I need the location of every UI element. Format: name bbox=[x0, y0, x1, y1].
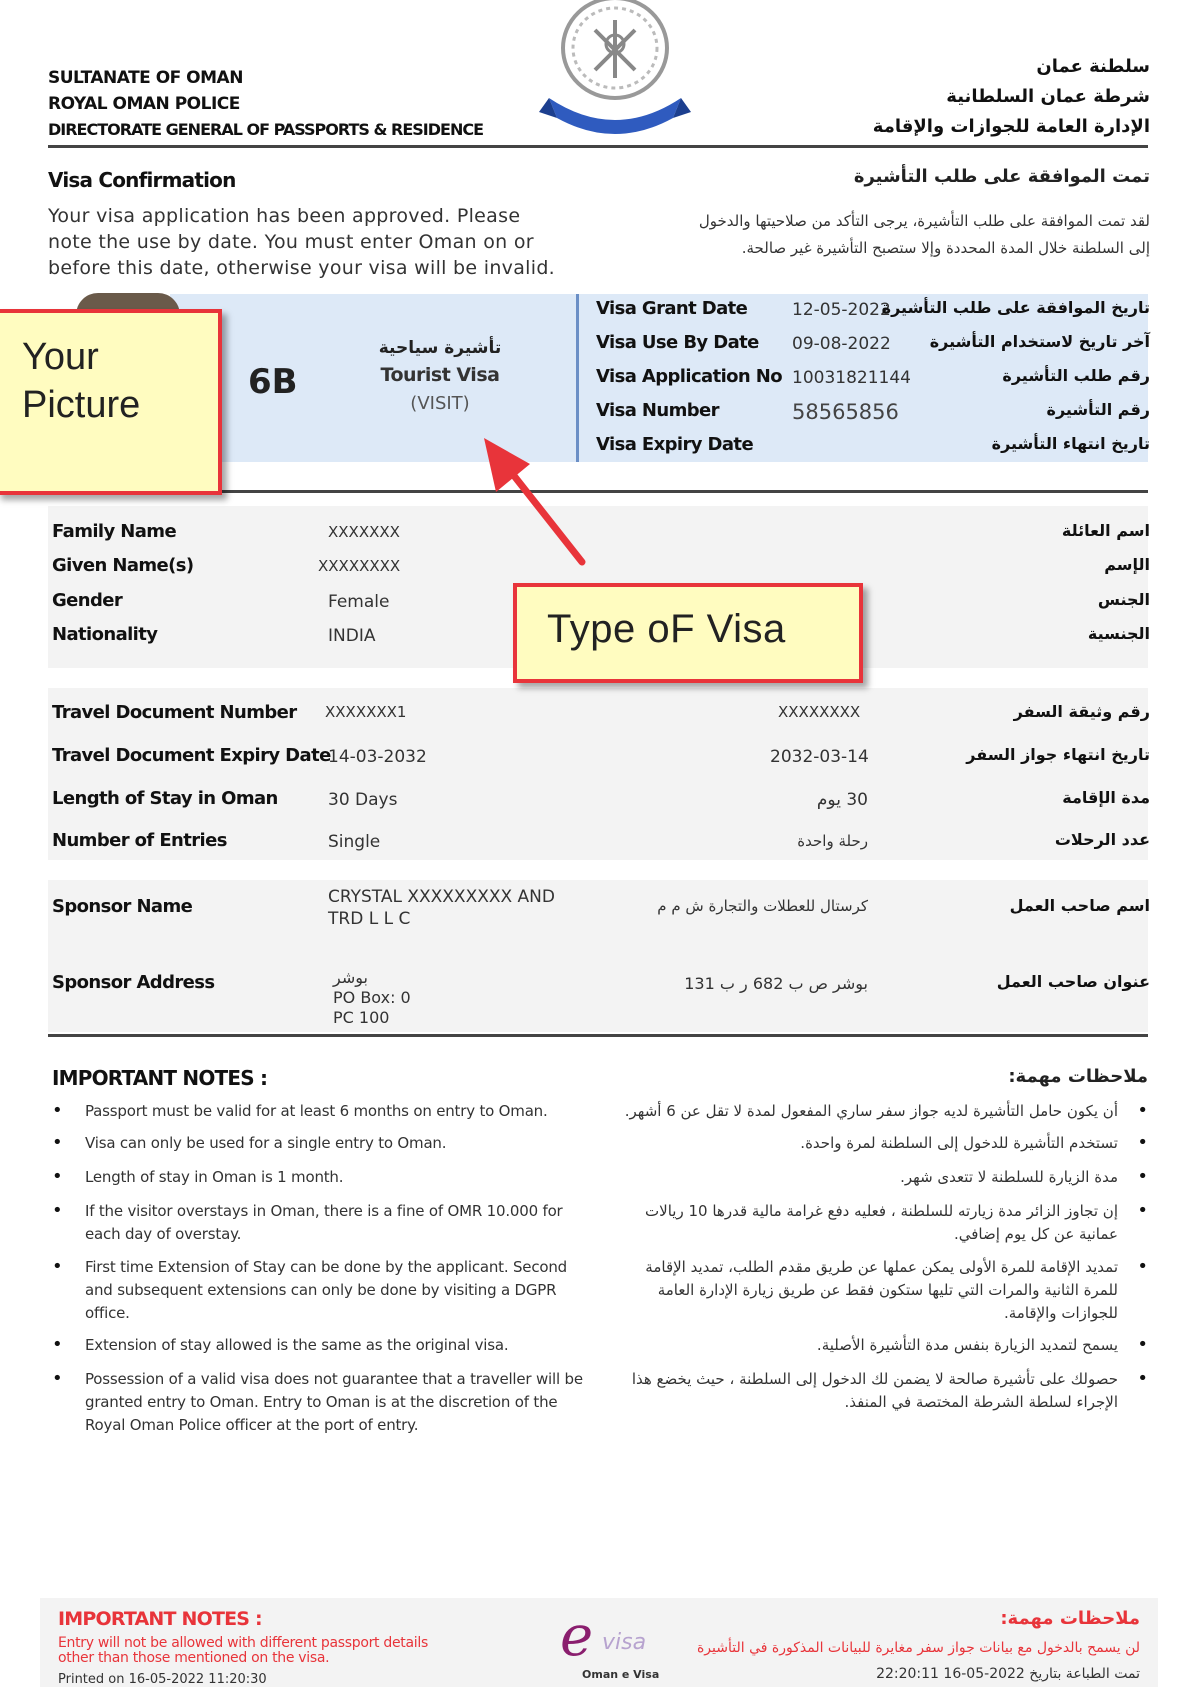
length-of-stay-label: Length of Stay in Oman bbox=[52, 788, 278, 809]
sponsor-name-label-ar: اسم صاحب العمل bbox=[1009, 896, 1150, 915]
sponsor-name-label: Sponsor Name bbox=[52, 896, 193, 917]
note-ar-item: • حصولك على تأشيرة صالحة لا يضمن لك الدخول إلى السلطنة ، حيث يخضع هذا الإجراء لسلطة الشرطة المختصة في المنفذ. bbox=[612, 1368, 1148, 1446]
type-of-visa-label: Type oF Visa bbox=[547, 607, 786, 651]
sponsor-address-value bbox=[333, 968, 411, 1028]
note-ar-text: أن يكون حامل التأشيرة لديه جواز سفر ساري المفعول لمدة لا تقل عن 6 أشهر. bbox=[624, 1102, 1118, 1120]
royal-oman-police-emblem-icon bbox=[535, 0, 695, 140]
family-name-label: Family Name bbox=[52, 521, 177, 542]
nationality-value: INDIA bbox=[328, 626, 376, 646]
type-of-visa-callout bbox=[513, 583, 863, 683]
evisa-logo-letter: e bbox=[560, 1604, 594, 1669]
footer-notes-text bbox=[58, 1636, 428, 1666]
sponsor-name-value bbox=[328, 886, 555, 930]
note-ar-item: • أن يكون حامل التأشيرة لديه جواز سفر ساري المفعول لمدة لا تقل عن 6 أشهر. bbox=[612, 1100, 1148, 1132]
sponsor-name-value-ar: كرستال للعطلات والتجارة ش م م bbox=[657, 897, 868, 915]
note-ar-item: • مدة الزيارة للسلطنة لا تتعدى شهر. bbox=[612, 1166, 1148, 1200]
visa-grant-date-label: Visa Grant Date bbox=[596, 298, 748, 319]
visa-type-name-en: Tourist Visa bbox=[380, 364, 500, 386]
footer-printed-en: Printed on 16-05-2022 11:20:30 bbox=[58, 1672, 267, 1687]
given-names-label-ar: الإسم bbox=[1104, 555, 1150, 574]
footer-notes-text-2: other than those mentioned on the visa. bbox=[58, 1650, 330, 1666]
gender-label: Gender bbox=[52, 590, 123, 611]
sponsor-name-value-1: CRYSTAL XXXXXXXXX AND bbox=[328, 887, 555, 907]
note-ar-text: تستخدم التأشيرة للدخول إلى السلطنة لمرة واحدة. bbox=[800, 1134, 1118, 1152]
note-en-text: Passport must be valid for at least 6 months on entry to Oman. bbox=[85, 1102, 548, 1120]
note-ar-text: حصولك على تأشيرة صالحة لا يضمن لك الدخول إلى السلطنة ، حيث يخضع هذا الإجراء لسلطة الشرطة المختصة في المنفذ. bbox=[631, 1370, 1118, 1411]
important-notes-title-ar: ملاحظات مهمة: bbox=[1008, 1066, 1148, 1087]
visa-type-sub: (VISIT) bbox=[410, 393, 470, 414]
oman-evisa-logo bbox=[558, 1604, 668, 1687]
travel-document-number-value: XXXXXXX1 bbox=[325, 703, 407, 721]
your-picture-callout bbox=[0, 309, 222, 495]
footer-printed-ar: تمت الطباعة بتاريخ 2022-05-16 22:20:11 bbox=[876, 1666, 1140, 1682]
visa-number-value: 58565856 bbox=[792, 400, 899, 424]
number-of-entries-value: Single bbox=[328, 832, 381, 852]
sponsor-address-value-3: PC 100 bbox=[333, 1008, 390, 1027]
number-of-entries-value-ar: رحلة واحدة bbox=[797, 832, 868, 850]
confirmation-text-en bbox=[48, 203, 555, 281]
note-en-text: Length of stay in Oman is 1 month. bbox=[85, 1168, 344, 1186]
travel-document-expiry-label-ar: تاريخ انتهاء جواز السفر bbox=[966, 745, 1150, 764]
note-en-item: • Length of stay in Oman is 1 month. bbox=[52, 1166, 592, 1200]
your-picture-label-2: Picture bbox=[22, 384, 141, 426]
length-of-stay-label-ar: مدة الإقامة bbox=[1062, 788, 1150, 807]
note-en-item: • Passport must be valid for at least 6 months on entry to Oman. bbox=[52, 1100, 592, 1132]
header-ar-line3: الإدارة العامة للجوازات والإقامة bbox=[872, 116, 1150, 137]
note-en-item: • First time Extension of Stay can be done by the applicant. Second and subsequent extensions can only be done by visiting a DGPR office. bbox=[52, 1256, 592, 1334]
note-en-text: Extension of stay allowed is the same as the original visa. bbox=[85, 1336, 509, 1354]
header-divider bbox=[48, 145, 1148, 148]
confirmation-text-en-2: note the use by date. You must enter Oman on or bbox=[48, 231, 534, 253]
family-name-label-ar: اسم العائلة bbox=[1061, 521, 1150, 540]
note-en-text: Possession of a valid visa does not guarantee that a traveller will be granted entry to Oman. Entry to Oman is at the discretion of the Royal Oman Police officer at the port of entry. bbox=[85, 1370, 583, 1434]
visa-use-by-date-value: 09-08-2022 bbox=[792, 334, 891, 354]
note-ar-text: إن تجاوز الزائر مدة زيارته للسلطنة ، فعليه دفع غرامة مالية قدرها 10 ريالات عمانية عن كل يوم إضافي. bbox=[645, 1202, 1118, 1243]
note-en-item: • Possession of a valid visa does not guarantee that a traveller will be granted entry to Oman. Entry to Oman is at the discretion of the Royal Oman Police officer at the port of entry. bbox=[52, 1368, 592, 1446]
visa-type-code: 6B bbox=[248, 362, 298, 402]
visa-grant-date-label-ar: تاريخ الموافقة على طلب التأشيرة bbox=[881, 298, 1150, 317]
visa-confirmation-title: Visa Confirmation bbox=[48, 168, 236, 192]
sponsor-address-label-ar: عنوان صاحب العمل bbox=[996, 972, 1150, 991]
length-of-stay-value: 30 Days bbox=[328, 790, 398, 810]
note-ar-text: يسمح لتمديد الزيارة بنفس مدة التأشيرة الأصلية. bbox=[816, 1336, 1118, 1354]
visa-use-by-date-label-ar: آخر تاريخ لاستخدام التأشيرة bbox=[929, 332, 1150, 351]
travel-document-number-value-ar: XXXXXXXX bbox=[778, 703, 861, 721]
visa-application-no-value: 10031821144 bbox=[792, 368, 911, 388]
length-of-stay-value-ar: 30 يوم bbox=[816, 790, 868, 810]
given-names-label: Given Name(s) bbox=[52, 555, 194, 576]
note-ar-text: مدة الزيارة للسلطنة لا تتعدى شهر. bbox=[900, 1168, 1118, 1186]
nationality-label-ar: الجنسية bbox=[1087, 624, 1150, 643]
sponsor-address-value-1: بوشر bbox=[333, 968, 368, 987]
sponsor-band bbox=[48, 880, 1148, 1032]
nationality-label: Nationality bbox=[52, 624, 158, 645]
footer-notes-text-1: Entry will not be allowed with different passport details bbox=[58, 1635, 428, 1651]
note-en-item: • Extension of stay allowed is the same as the original visa. bbox=[52, 1334, 592, 1368]
confirmation-text-en-3: before this date, otherwise your visa will be invalid. bbox=[48, 257, 556, 279]
visa-expiry-date-label-ar: تاريخ انتهاء التأشيرة bbox=[991, 434, 1150, 453]
sponsor-address-value-ar: بوشر ص ب 682 ر ب 131 bbox=[684, 974, 868, 993]
note-ar-item: • تمديد الإقامة للمرة الأولى يمكن عملها عن طريق مقدم الطلب، تمديد الإقامة للمرة الثانية والمرات التي تليها ستكون فقط عن طريق زيارة الإدارة العامة للجوازات والإقامة. bbox=[612, 1256, 1148, 1334]
travel-document-expiry-label: Travel Document Expiry Date bbox=[52, 745, 331, 766]
sponsor-address-value-2: PO Box: 0 bbox=[333, 988, 411, 1007]
header-en-line1: SULTANATE OF OMAN bbox=[48, 68, 243, 88]
footer-notes-text-ar: لن يسمح بالدخول مع بيانات جواز سفر مغايرة للبيانات المذكورة في التأشيرة bbox=[696, 1640, 1140, 1656]
evisa-logo-caption: Oman e Visa bbox=[582, 1668, 660, 1681]
confirmation-text-ar bbox=[630, 208, 1150, 262]
family-name-value: XXXXXXX bbox=[328, 523, 400, 541]
note-en-item: • If the visitor overstays in Oman, there is a fine of OMR 10.000 for each day of overstay. bbox=[52, 1200, 592, 1256]
visa-use-by-date-label: Visa Use By Date bbox=[596, 332, 759, 353]
important-notes-title: IMPORTANT NOTES : bbox=[52, 1066, 268, 1090]
footer-notes-title: IMPORTANT NOTES : bbox=[58, 1608, 262, 1630]
your-picture-label-1: Your bbox=[22, 336, 99, 378]
note-en-text: First time Extension of Stay can be done by the applicant. Second and subsequent extensions can only be done by visiting a DGPR office. bbox=[85, 1258, 567, 1322]
header-ar-line2: شرطة عمان السلطانية bbox=[946, 86, 1150, 107]
note-ar-text: تمديد الإقامة للمرة الأولى يمكن عملها عن طريق مقدم الطلب، تمديد الإقامة للمرة الثانية والمرات التي تليها ستكون فقط عن طريق زيارة الإدارة العامة للجوازات والإقامة. bbox=[645, 1258, 1118, 1322]
given-names-value: XXXXXXXX bbox=[318, 557, 401, 575]
sponsor-name-value-2: TRD L L C bbox=[328, 909, 411, 929]
note-ar-item: • إن تجاوز الزائر مدة زيارته للسلطنة ، فعليه دفع غرامة مالية قدرها 10 ريالات عمانية عن كل يوم إضافي. bbox=[612, 1200, 1148, 1256]
travel-document-expiry-value: 14-03-2032 bbox=[328, 747, 427, 767]
notes-list-ar bbox=[612, 1100, 1148, 1446]
gender-value: Female bbox=[328, 592, 390, 612]
travel-document-number-label: Travel Document Number bbox=[52, 702, 297, 723]
visa-expiry-date-label: Visa Expiry Date bbox=[596, 434, 754, 455]
travel-document-number-label-ar: رقم وثيقة السفر bbox=[1013, 702, 1150, 721]
confirmation-text-en-1: Your visa application has been approved. Please bbox=[48, 205, 521, 227]
confirmation-text-ar-2: إلى السلطنة خلال المدة المحددة وإلا ستصبح التأشيرة غير صالحة. bbox=[741, 239, 1150, 257]
visa-application-no-label: Visa Application No bbox=[596, 366, 783, 387]
travel-document-expiry-value-ar: 2032-03-14 bbox=[770, 747, 869, 767]
visa-number-label: Visa Number bbox=[596, 400, 719, 421]
visa-type-name-ar: تأشيرة سياحية bbox=[378, 338, 502, 358]
red-arrow-icon bbox=[470, 430, 600, 580]
confirmation-text-ar-1: لقد تمت الموافقة على طلب التأشيرة، يرجى التأكد من صلاحيتها والدخول bbox=[698, 212, 1150, 230]
note-en-text: Visa can only be used for a single entry to Oman. bbox=[85, 1134, 447, 1152]
header-ar-line1: سلطنة عمان bbox=[1036, 56, 1150, 77]
visa-confirmation-title-ar: تمت الموافقة على طلب التأشيرة bbox=[853, 166, 1150, 187]
footer-notes-title-ar: ملاحظات مهمة: bbox=[1000, 1608, 1140, 1629]
note-en-item: • Visa can only be used for a single entry to Oman. bbox=[52, 1132, 592, 1166]
header-en-line2: ROYAL OMAN POLICE bbox=[48, 94, 240, 114]
number-of-entries-label-ar: عدد الرحلات bbox=[1054, 830, 1150, 849]
visa-application-no-label-ar: رقم طلب التأشيرة bbox=[1002, 366, 1150, 385]
header-en-line3: DIRECTORATE GENERAL OF PASSPORTS & RESIDENCE bbox=[48, 120, 483, 139]
sponsor-address-label: Sponsor Address bbox=[52, 972, 215, 993]
visa-number-label-ar: رقم التأشيرة bbox=[1046, 400, 1150, 419]
evisa-logo-text: visa bbox=[602, 1630, 647, 1655]
visa-type-name bbox=[360, 338, 520, 414]
number-of-entries-label: Number of Entries bbox=[52, 830, 227, 851]
note-ar-item: • تستخدم التأشيرة للدخول إلى السلطنة لمرة واحدة. bbox=[612, 1132, 1148, 1166]
note-ar-item: • يسمح لتمديد الزيارة بنفس مدة التأشيرة الأصلية. bbox=[612, 1334, 1148, 1368]
sponsor-bottom-divider bbox=[48, 1034, 1148, 1037]
notes-list-en bbox=[52, 1100, 592, 1446]
note-en-text: If the visitor overstays in Oman, there is a fine of OMR 10.000 for each day of overstay. bbox=[85, 1202, 563, 1243]
gender-label-ar: الجنس bbox=[1097, 590, 1150, 609]
visa-grant-date-value: 12-05-2022 bbox=[792, 300, 891, 320]
